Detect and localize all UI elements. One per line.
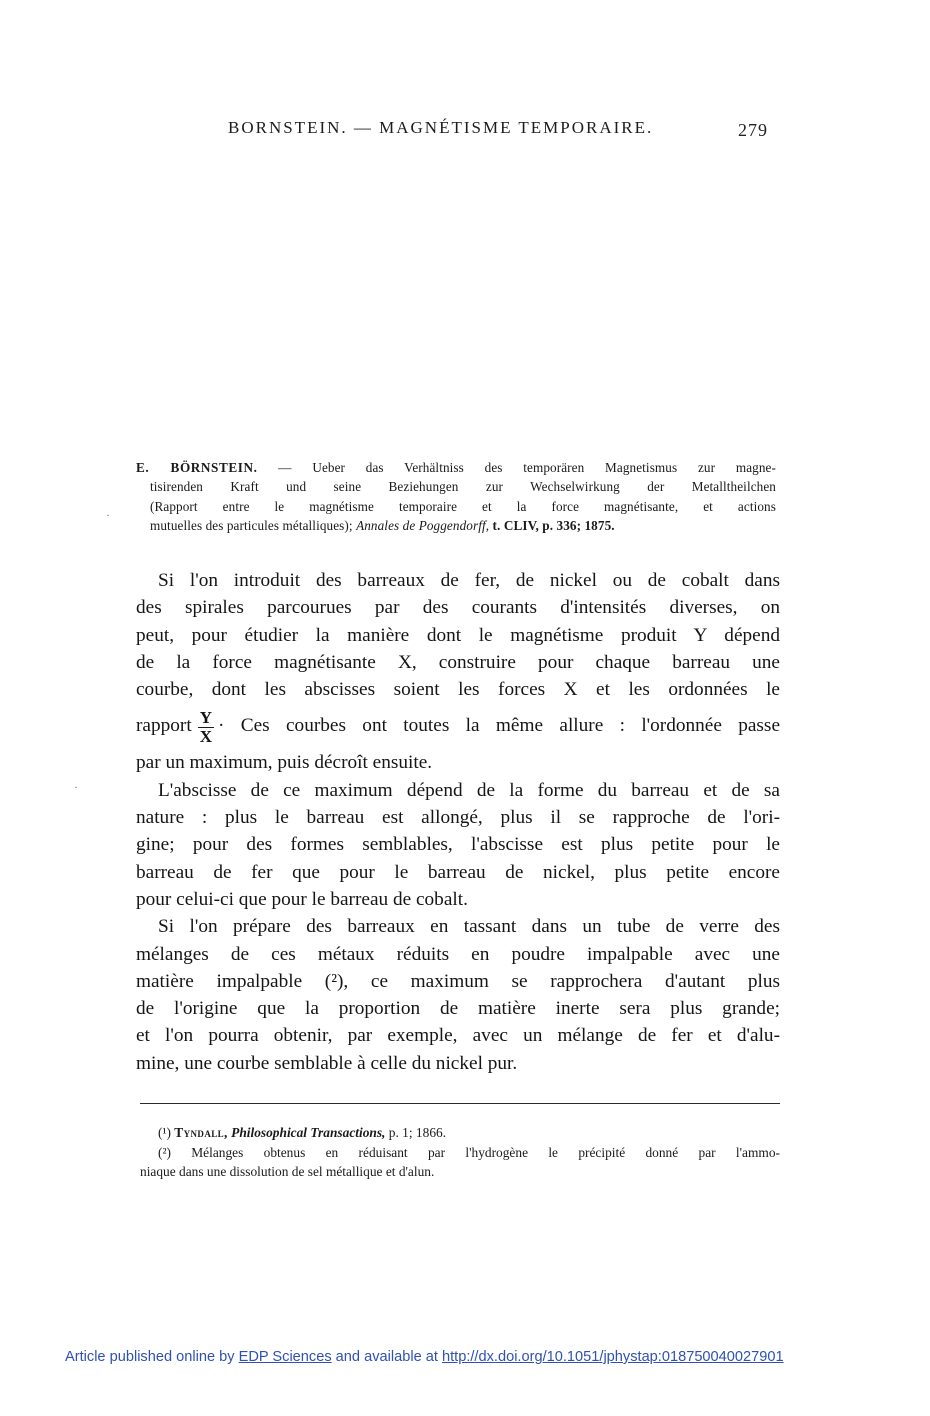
- footnote-1-title: Philosophical Transactions,: [231, 1125, 386, 1140]
- body-line: mélanges de ces métaux réduits en poudre impalpable avec une: [136, 943, 780, 965]
- fraction-y-over-x: [198, 709, 214, 746]
- body-line: courbe, dont les abscisses soient les forces X et les ordonnées le: [136, 679, 780, 701]
- paragraph-1: [136, 567, 780, 777]
- body-line: mine, une courbe semblable à celle du nickel pur.: [136, 1052, 518, 1074]
- reference-line-4: [136, 516, 776, 535]
- body-line: nature : plus le barreau est allongé, plus il se rapproche de l'ori-: [136, 807, 780, 829]
- reference-line-4-start: mutuelles des particules métalliques);: [150, 517, 353, 533]
- footnote-1: [140, 1123, 780, 1143]
- banner-prefix: Article published online by: [65, 1349, 239, 1365]
- body-line: par un maximum, puis décroît ensuite.: [136, 752, 433, 774]
- publication-banner: [65, 1349, 784, 1365]
- body-line: barreau de fer que pour le barreau de nickel, plus petite encore: [136, 861, 780, 883]
- body-line: des spirales parcourues par des courants d'intensités diverses, on: [136, 597, 780, 619]
- fraction-prefix: rapport: [136, 715, 192, 737]
- footnote-divider: [140, 1103, 780, 1104]
- reference-journal: Annales de Poggendorff,: [356, 517, 490, 533]
- reference-line-1: [136, 458, 776, 477]
- reference-author: E. BÖRNSTEIN.: [136, 460, 258, 475]
- body-line: pour celui-ci que pour le barreau de cobalt.: [136, 888, 468, 910]
- footnote-1-details: p. 1; 1866.: [388, 1125, 447, 1140]
- banner-middle: and available at: [331, 1349, 442, 1365]
- body-text: [136, 567, 780, 1077]
- bibliographic-reference: [136, 458, 776, 535]
- running-title: BORNSTEIN. — MAGNÉTISME TEMPORAIRE.: [228, 118, 654, 137]
- body-line: gine; pour des formes semblables, l'abscisse est plus petite pour le: [136, 834, 780, 856]
- body-line-with-fraction: [136, 703, 780, 749]
- footnote-1-author: Tyndall,: [174, 1125, 228, 1140]
- footnote-1-marker: (¹): [158, 1125, 171, 1140]
- reference-volume: t. CLIV, p. 336; 1875.: [492, 517, 615, 533]
- stray-mark: ·: [106, 508, 110, 522]
- edp-sciences-link[interactable]: EDP Sciences: [238, 1349, 332, 1365]
- running-header: [0, 118, 930, 140]
- fraction-suffix: · Ces courbes ont toutes la même allure : l'ordonnée passe: [217, 715, 780, 737]
- body-line: de l'origine que la proportion de matière inerte sera plus grande;: [136, 998, 780, 1020]
- fraction-numerator: Y: [199, 707, 212, 727]
- body-line: de la force magnétisante X, construire pour chaque barreau une: [136, 651, 780, 673]
- footnote-2-line-1: (²) Mélanges obtenus en réduisant par l'hydrogène le précipité donné par l'ammo-: [158, 1144, 780, 1160]
- footnote-2-line-2: niaque dans une dissolution de sel métallique et d'alun.: [140, 1164, 435, 1179]
- body-line: Si l'on prépare des barreaux en tassant dans un tube de verre des: [158, 916, 780, 938]
- body-line: peut, pour étudier la manière dont le magnétisme produit Y dépend: [136, 624, 780, 646]
- doi-link[interactable]: http://dx.doi.org/10.1051/jphystap:018750040027901: [441, 1349, 784, 1365]
- body-line: et l'on pourra obtenir, par exemple, avec un mélange de fer et d'alu-: [136, 1025, 780, 1047]
- fraction-denominator: X: [199, 726, 212, 746]
- body-line: L'abscisse de ce maximum dépend de la forme du barreau et de sa: [158, 779, 780, 801]
- reference-line-3: (Rapport entre le magnétisme temporaire et la force magnétisante, et actions: [150, 498, 776, 514]
- paragraph-3: [136, 913, 780, 1077]
- body-line: matière impalpable (²), ce maximum se rapprochera d'autant plus: [136, 970, 780, 992]
- reference-line-2: tisirenden Kraft und seine Beziehungen zur Wechselwirkung der Metalltheilchen: [150, 479, 776, 495]
- reference-title-start: — Ueber das Verhältniss des temporären Magnetismus zur magne-: [257, 460, 776, 475]
- body-line: Si l'on introduit des barreaux de fer, de nickel ou de cobalt dans: [158, 570, 780, 591]
- stray-mark: ·: [74, 780, 78, 794]
- footnotes: [140, 1123, 780, 1182]
- page-number: 279: [738, 120, 768, 140]
- paragraph-2: [136, 777, 780, 913]
